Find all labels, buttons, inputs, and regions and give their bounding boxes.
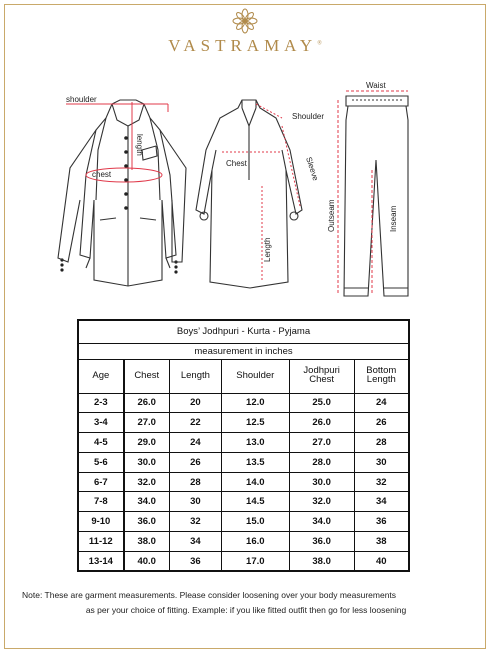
kurta-measure-lines [222,104,300,282]
pyjama-waist-label: Waist [366,81,386,90]
pyjama-inseam-label: Inseam [389,205,398,232]
kurta-length-label: Length [263,237,272,262]
table-cell: 32.0 [124,472,170,492]
table-cell: 13.5 [221,452,289,472]
table-cell: 32.0 [289,492,354,512]
jodhpuri-jacket-drawing [80,100,176,286]
table-row [78,551,409,571]
table-subtitle-row [78,343,409,359]
size-chart [77,319,410,572]
table-cell: 9-10 [78,512,124,532]
pyjama-outseam-label: Outseam [327,199,336,232]
table-cell: 36 [354,512,409,532]
table-cell: 13-14 [78,551,124,571]
table-cell: 34.0 [289,512,354,532]
jacket-measure-lines [66,102,168,182]
column-header: Bottom Length [354,359,409,393]
table-cell: 30.0 [124,452,170,472]
table-cell: 25.0 [289,393,354,413]
column-header: Shoulder [221,359,289,393]
table-title-row [78,320,409,343]
table-cell: 28 [169,472,221,492]
table-row [78,452,409,472]
jacket-sleeves [58,130,186,262]
table-cell: 34.0 [124,492,170,512]
table-cell: 26 [169,452,221,472]
table-row [78,512,409,532]
kurta-shoulder-label: Shoulder [292,112,325,121]
table-cell: 6-7 [78,472,124,492]
table-row [78,393,409,413]
table-cell: 15.0 [221,512,289,532]
table-title: Boys’ Jodhpuri - Kurta - Pyjama [78,320,409,343]
measurement-note [22,588,470,618]
table-cell: 34 [169,532,221,552]
column-header: Length [169,359,221,393]
jacket-shoulder-label: shoulder [66,95,97,104]
table-row [78,413,409,433]
table-cell: 14.0 [221,472,289,492]
table-cell: 40.0 [124,551,170,571]
table-row [78,433,409,453]
table-cell: 26 [354,413,409,433]
kurta-sleeve-label: Sleeve [304,155,321,182]
table-cell: 30 [169,492,221,512]
table-cell: 29.0 [124,433,170,453]
column-header: Chest [124,359,170,393]
table-row [78,532,409,552]
table-cell: 26.0 [289,413,354,433]
size-table [77,319,410,572]
table-cell: 30.0 [289,472,354,492]
pyjama-measure-lines [338,91,408,294]
table-cell: 17.0 [221,551,289,571]
table-cell: 20 [169,393,221,413]
table-cell: 27.0 [124,413,170,433]
table-cell: 22 [169,413,221,433]
table-subtitle: measurement in inches [78,343,409,359]
table-cell: 40 [354,551,409,571]
table-cell: 30 [354,452,409,472]
table-cell: 36.0 [124,512,170,532]
garment-illustrations [0,0,490,320]
jacket-chest-label: chest [92,170,112,179]
table-cell: 24 [169,433,221,453]
table-cell: 38.0 [124,532,170,552]
note-line-1: Note: These are garment measurements. Please consider loosening over your body measurements [22,590,397,600]
note-line-2: as per your choice of fitting. Example: if you like fitted outfit then go for less loosening [85,605,407,615]
table-cell: 27.0 [289,433,354,453]
table-cell: 34 [354,492,409,512]
jacket-length-label: length [135,134,144,156]
table-cell: 11-12 [78,532,124,552]
table-cell: 28 [354,433,409,453]
table-cell: 4-5 [78,433,124,453]
table-row [78,472,409,492]
table-cell: 12.5 [221,413,289,433]
column-header: Jodhpuri Chest [289,359,354,393]
pyjama-drawing [344,96,408,296]
table-cell: 38 [354,532,409,552]
table-cell: 5-6 [78,452,124,472]
table-header-row [78,359,409,393]
table-cell: 38.0 [289,551,354,571]
kurta-drawing [196,100,302,288]
table-cell: 36 [169,551,221,571]
table-cell: 2-3 [78,393,124,413]
table-cell: 28.0 [289,452,354,472]
table-row [78,492,409,512]
table-cell: 32 [354,472,409,492]
table-cell: 32 [169,512,221,532]
table-cell: 13.0 [221,433,289,453]
table-cell: 3-4 [78,413,124,433]
table-cell: 12.0 [221,393,289,413]
table-cell: 14.5 [221,492,289,512]
table-cell: 16.0 [221,532,289,552]
table-cell: 7-8 [78,492,124,512]
table-cell: 26.0 [124,393,170,413]
kurta-chest-label: Chest [226,159,247,168]
brand-name: VASTRAMAY® [168,36,322,55]
table-cell: 36.0 [289,532,354,552]
table-cell: 24 [354,393,409,413]
column-header: Age [78,359,124,393]
